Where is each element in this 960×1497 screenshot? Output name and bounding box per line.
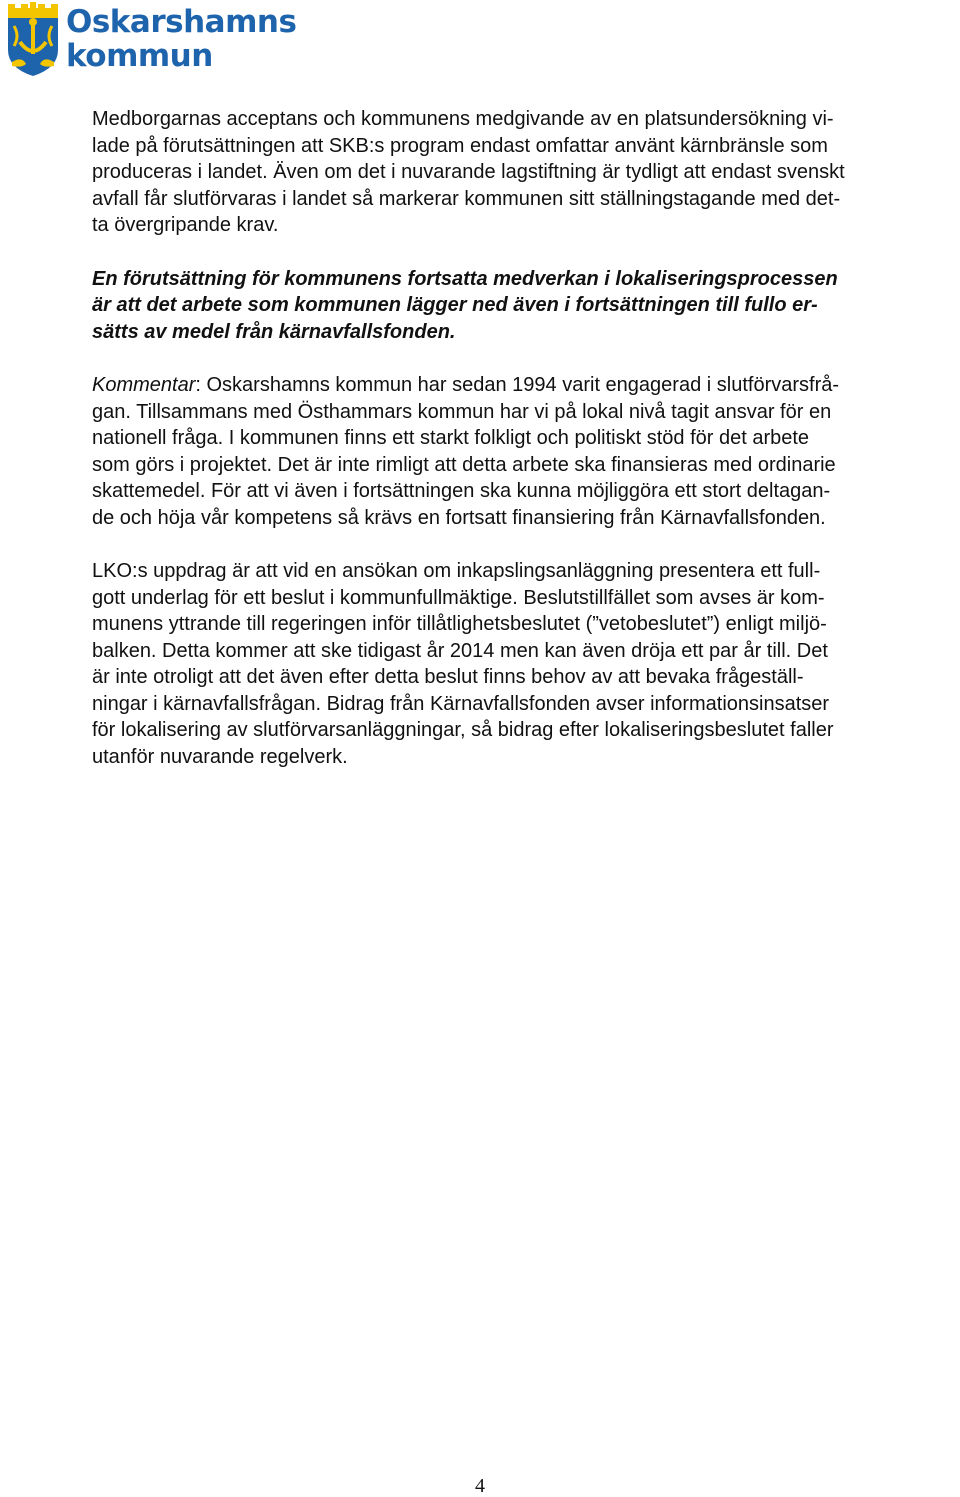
municipality-logo bbox=[4, 2, 297, 78]
text-line: gott underlag för ett beslut i kommunfullmäktige. Beslutstillfället som avses är kom- bbox=[92, 586, 825, 609]
text-line: munens yttrande till regeringen inför tillåtlighetsbeslutet (”vetobeslutet”) enligt miljö- bbox=[92, 613, 827, 635]
text-line: En förutsättning för kommunens fortsatta medverkan i lokaliseringsprocessen bbox=[92, 267, 838, 290]
text-line: skattemedel. För att vi även i fortsättningen ska kunna möjliggöra ett stort deltagan- bbox=[92, 480, 831, 502]
document-body bbox=[92, 106, 952, 797]
text-line: Medborgarnas acceptans och kommunens medgivande av en platsundersökning vi- bbox=[92, 108, 834, 130]
text-line: ningar i kärnavfallsfrågan. Bidrag från Kärnavfallsfonden avser informationsinsatser bbox=[92, 692, 830, 715]
text-line: balken. Detta kommer att ske tidigast år 2014 men kan även dröja ett par år till. Det bbox=[92, 639, 828, 662]
text-line: nationell fråga. I kommunen finns ett starkt folkligt och politiskt stöd för det arbete bbox=[92, 427, 810, 449]
text-line: gan. Tillsammans med Östhammars kommun har vi på lokal nivå tagit ansvar för en bbox=[92, 400, 832, 423]
text-line: de och höja vår kompetens så krävs en fortsatt finansiering från Kärnavfallsfonden. bbox=[92, 506, 826, 529]
text-line: produceras i landet. Även om det i nuvarande lagstiftning är tydligt att endast svenskt bbox=[92, 161, 845, 183]
logo-wordmark bbox=[66, 5, 296, 73]
coat-of-arms-icon bbox=[4, 2, 62, 78]
text-line: lade på förutsättningen att SKB:s program endast omfattar använt kärnbränsle som bbox=[92, 134, 828, 157]
comment-first-line: : Oskarshamns kommun har sedan 1994 varit engagerad i slutförvarsfrå- bbox=[195, 374, 840, 396]
paragraph-condition-emphasis bbox=[92, 266, 952, 346]
text-line: LKO:s uppdrag är att vid en ansökan om inkapslingsanläggning presentera ett full- bbox=[92, 560, 821, 582]
text-line: är att det arbete som kommunen lägger ned även i fortsättningen till fullo er- bbox=[92, 294, 818, 316]
text-line: utanför nuvarande regelverk. bbox=[92, 745, 348, 768]
paragraph-comment bbox=[92, 372, 952, 531]
text-line: avfall får slutförvaras i landet så markerar kommunen sitt ställningstagande med det- bbox=[92, 187, 841, 210]
text-line: för lokalisering av slutförvarsanläggningar, så bidrag efter lokaliseringsbeslutet faller bbox=[92, 719, 834, 741]
logo-text-line2: kommun bbox=[66, 38, 213, 74]
paragraph-lko-mission bbox=[92, 558, 952, 770]
text-line: är inte otroligt att det även efter detta beslut finns behov av att bevaka frågeställ- bbox=[92, 666, 804, 688]
paragraph-acceptance bbox=[92, 106, 952, 239]
page-number: 4 bbox=[475, 1475, 485, 1497]
text-line: sätts av medel från kärnavfallsfonden. bbox=[92, 320, 456, 343]
text-line: ta övergripande krav. bbox=[92, 214, 279, 236]
text-line: som görs i projektet. Det är inte rimligt att detta arbete ska finansieras med ordinarie bbox=[92, 453, 836, 476]
comment-label: Kommentar bbox=[92, 374, 196, 396]
text-line bbox=[92, 372, 952, 399]
logo-text-line1: Oskarshamns bbox=[66, 4, 297, 40]
